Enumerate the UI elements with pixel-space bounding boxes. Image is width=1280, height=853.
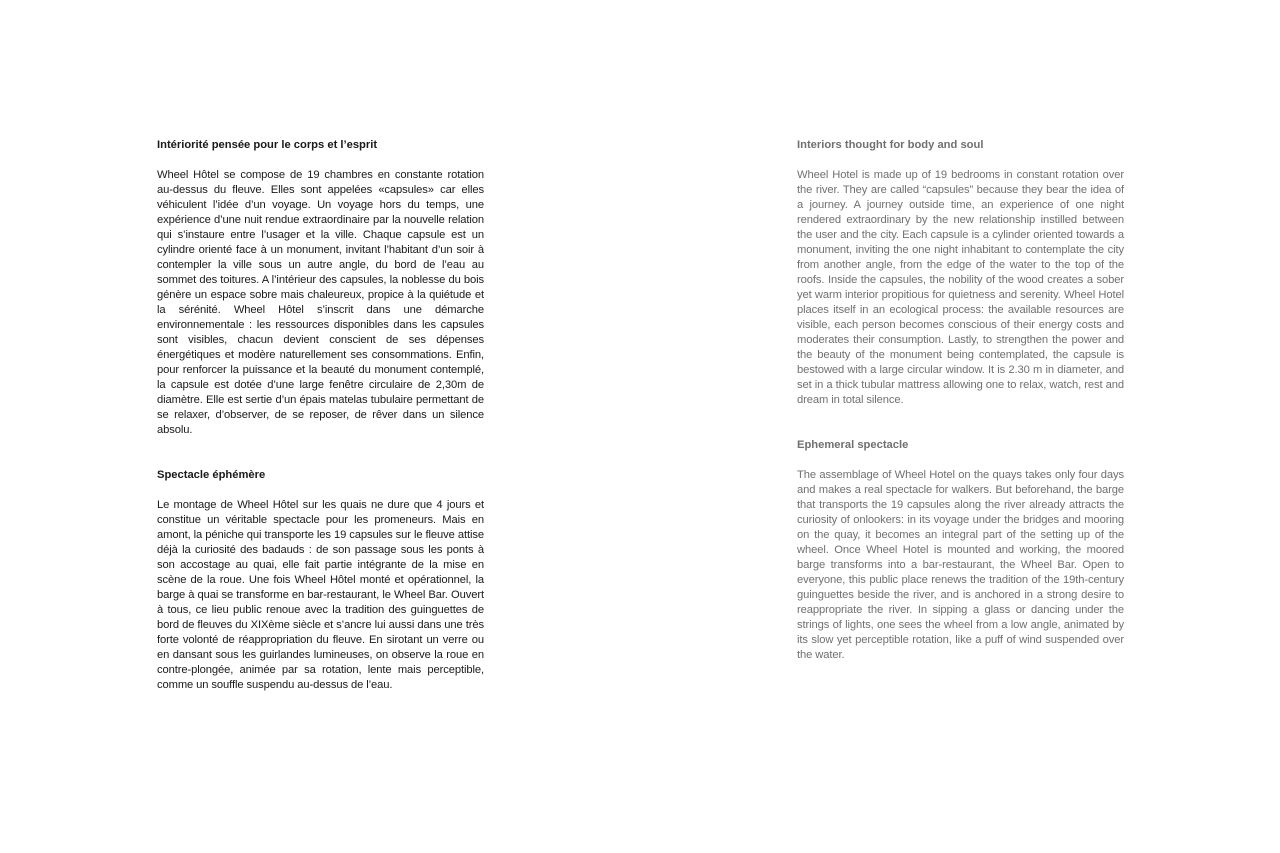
section-spacer <box>797 408 1124 438</box>
french-heading-spectacle: Spectacle éphémère <box>157 469 266 481</box>
french-heading-interiority: Intériorité pensée pour le corps et l’esprit <box>157 139 378 151</box>
section-spacer <box>157 438 484 468</box>
french-paragraph-interiority: Wheel Hôtel se compose de 19 chambres en constante rotation au-dessus du fleuve. Elles sont appelées «capsules» car elles véhiculent l’idée d’un voyage. Un voyage hors du temps, une expérience d’une nuit rendue extraordinaire par la nouvelle relation qui s’instaure entre l’usager et la ville. Chaque capsule est un cylindre orienté face à un monument, invitant l’habitant d’un soir à contempler la ville sous un autre angle, du bord de l’eau au sommet des toitures. A l’intérieur des capsules, la noblesse du bois génère un espace sobre mais chaleureux, propice à la quiétude et la sérénité. Wheel Hôtel s’inscrit dans une démarche environnementale : les ressources disponibles dans les capsules sont visibles, chacun devient conscient de ses dépenses énergétiques et modère naturellement ses consommations. Enfin, pour renforcer la puissance et la beauté du monument contemplé, la capsule est dotée d’une large fenêtre circulaire de 2,30m de diamètre. Elle est sertie d’un épais matelas tubulaire permettant de se relaxer, d’observer, de se reposer, de rêver dans un silence absolu. <box>157 169 484 436</box>
english-paragraph-spectacle: The assemblage of Wheel Hotel on the quays takes only four days and makes a real spectacle for walkers. But beforehand, the barge that transports the 19 capsules along the river already attracts the curiosity of onlookers: in its voyage under the bridges and mooring on the quay, it becomes an integral part of the setting up of the wheel. Once Wheel Hotel is mounted and working, the moored barge transforms into a bar-restaurant, the Wheel Bar. Open to everyone, this public place renews the tradition of the 19th-century guinguettes beside the river, and is anchored in a strong desire to reappropriate the river. In sipping a glass or dancing under the strings of lights, one sees the wheel from a low angle, animated by its slow yet perceptible rotation, like a puff of wind suspended over the water. <box>797 469 1124 661</box>
english-heading-interiors: Interiors thought for body and soul <box>797 139 984 151</box>
english-heading-spectacle: Ephemeral spectacle <box>797 439 909 451</box>
french-column <box>157 138 484 693</box>
french-paragraph-spectacle: Le montage de Wheel Hôtel sur les quais ne dure que 4 jours et constitue un véritable spectacle pour les promeneurs. Mais en amont, la péniche qui transporte les 19 capsules sur le fleuve attise déjà la curiosité des badauds : de son passage sous les ponts à son accostage au quai, elle fait partie intégrante de la mise en scène de la roue. Une fois Wheel Hôtel monté et opérationnel, la barge à quai se transforme en bar-restaurant, le Wheel Bar. Ouvert à tous, ce lieu public renoue avec la tradition des guinguettes de bord de fleuves du XIXème siècle et s’ancre lui aussi dans une très forte volonté de réappropriation du fleuve. En sirotant un verre ou en dansant sous les guirlandes lumineuses, on observe la roue en contre-plongée, animée par sa rotation, lente mais perceptible, comme un souffle suspendu au-dessus de l’eau. <box>157 499 484 691</box>
english-paragraph-interiors: Wheel Hotel is made up of 19 bedrooms in constant rotation over the river. They are called “capsules” because they bear the idea of a journey. A journey outside time, an experience of one night rendered extraordinary by the new relationship instilled between the user and the city. Each capsule is a cylinder oriented towards a monument, inviting the one night inhabitant to contemplate the city from another angle, from the edge of the water to the top of the roofs. Inside the capsules, the nobility of the wood creates a sober yet warm interior propitious for quietness and serenity. Wheel Hotel places itself in an ecological process: the available resources are visible, each person becomes conscious of their energy costs and moderates their consumption. Lastly, to strengthen the power and the beauty of the monument being contemplated, the capsule is bestowed with a large circular window. It is 2.30 m in diameter, and set in a thick tubular mattress allowing one to relax, watch, rest and dream in total silence. <box>797 169 1124 406</box>
french-section-spectacle <box>157 468 484 693</box>
english-section-spectacle <box>797 438 1124 663</box>
french-section-interiority <box>157 138 484 438</box>
english-column <box>797 138 1124 663</box>
english-section-interiors <box>797 138 1124 408</box>
